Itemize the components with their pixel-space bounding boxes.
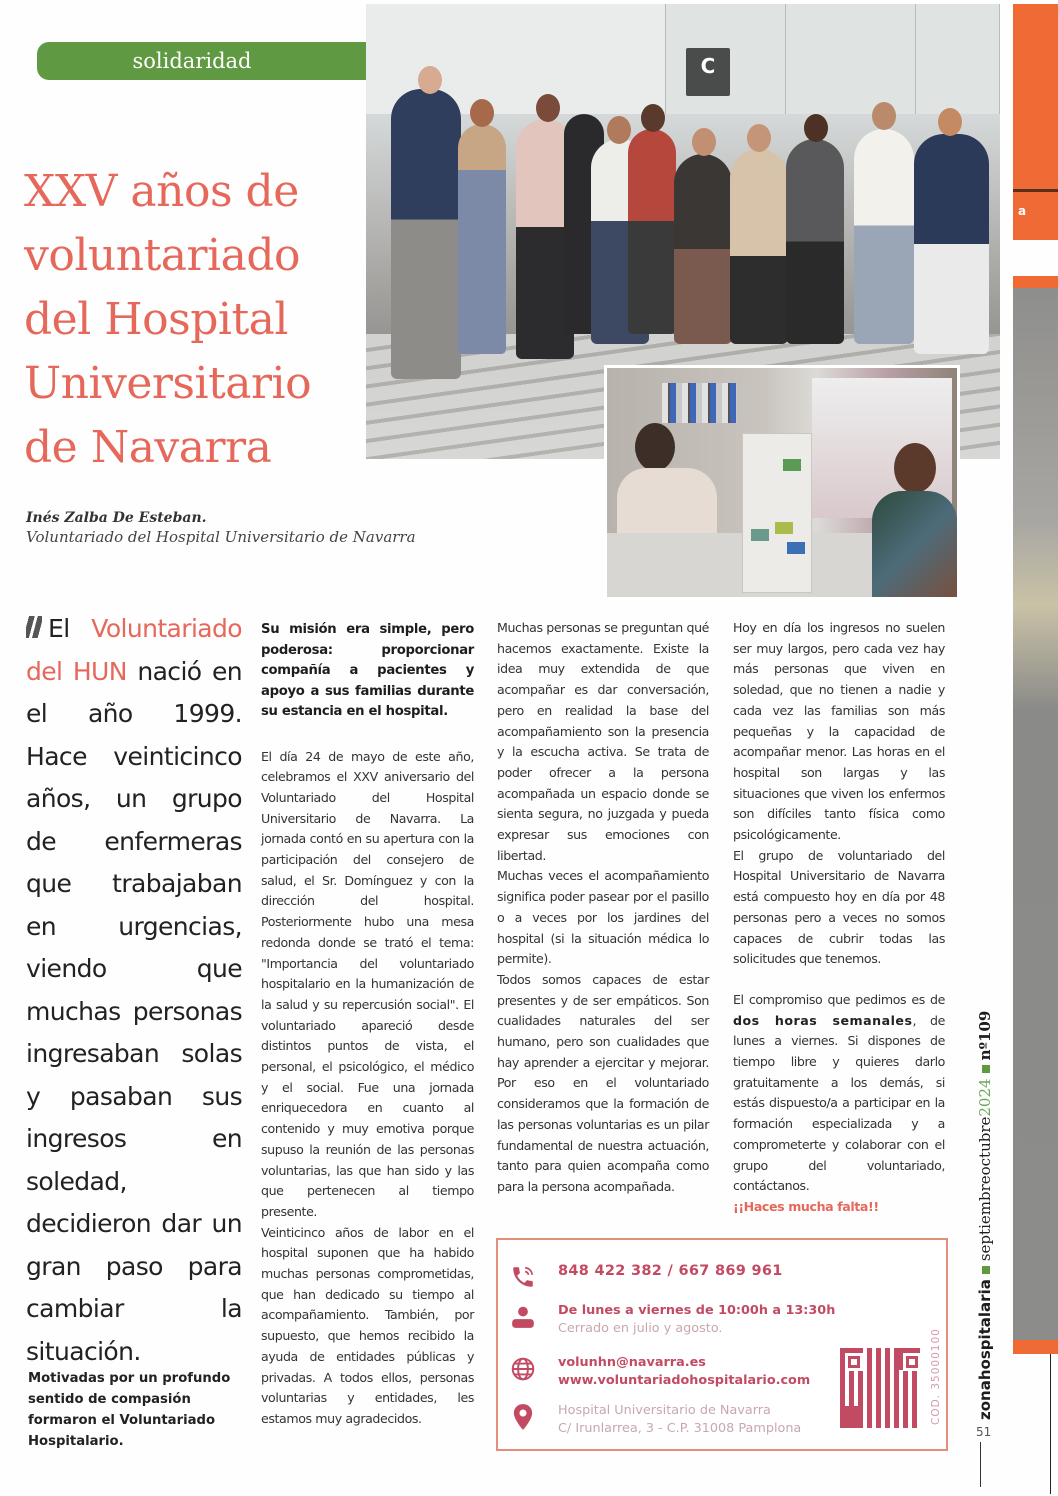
person-head	[938, 108, 962, 136]
person-head	[747, 124, 771, 152]
volunteer-right	[872, 443, 957, 600]
person	[730, 149, 788, 344]
commitment-hours: dos horas semanales	[733, 1012, 913, 1028]
intro-paragraph: Su misión era simple, pero poderosa: proporcionar compañía a pacientes y apoyo a sus familias durante su estancia en el hospital.	[261, 622, 474, 719]
commitment-text: El compromiso que pedimos es de	[733, 991, 945, 1007]
square-bullet-icon	[982, 1266, 990, 1274]
globe-icon	[508, 1354, 538, 1384]
article-title	[24, 160, 369, 480]
contact-email[interactable]: volunhn@navarra.es	[558, 1355, 706, 1370]
wayfinding-sign: C	[686, 48, 730, 96]
person-head	[470, 99, 494, 127]
body-paragraph: Hoy en día los ingresos no suelen ser muy largos, pero cada vez hay más personas que viven en soledad, que no tienen a nadie y cada vez las familias son más pequeñas y la capacidad de acompañar menor. Las horas en el hospital son largas y las situaciones que viven los enfermos son difíciles tanto física como psicológicamente.	[733, 620, 945, 843]
pullquote: Motivadas por un profundo sentido de compasión formaron el Voluntariado Hospitalario.	[28, 1371, 231, 1449]
margin-strip	[1013, 288, 1058, 1344]
office-photo	[604, 365, 960, 600]
commitment-text-end: , de lunes a viernes. Si dispones de tiempo libre y quieres darlo gratuitamente a los demás, si estás dispuesto/a a participar en la formación especializada y a comprometerte y colaborar con el grupo del voluntariado, contáctanos.	[733, 1012, 946, 1194]
body-column-3	[497, 618, 709, 1198]
magazine-name: zonahospitalaria	[976, 1279, 994, 1420]
phone-icon	[508, 1262, 538, 1292]
margin-tab-letter: a	[1018, 204, 1027, 218]
body-paragraph: Todos somos capaces de estar presentes y de ser empáticos. Son cualidades naturales del ser humano, pero son cualidades que hay aprender a ejercitar y mejorar. Por eso en el voluntariado consideramos que la formación de las personas voluntarias es un pilar fundamental de nuestra actuación, tanto para quien acompaña como para la persona acompañada.	[497, 971, 709, 1194]
volunteer-left	[617, 423, 717, 543]
margin-strip	[1013, 276, 1058, 288]
body-paragraph: Veinticinco años de labor en el hospital suponen que ha habido muchas personas comprometidas, que han dedicado su tiempo al acompañamiento. También, por supuesto, que hemos recibido la ayuda de entidades públicas y privadas. A todos ellos, personas voluntarias y entidades, les estamos muy agradecidos.	[261, 1224, 474, 1426]
lead-prefix: El	[48, 614, 70, 643]
lead-accent: Voluntariado del HUN	[26, 614, 242, 686]
person-head	[641, 104, 665, 132]
lead-paragraph	[26, 608, 242, 1373]
contact-box	[496, 1238, 948, 1451]
title-line: XXV años de	[24, 166, 299, 217]
quote-mark-icon	[26, 616, 42, 638]
wall-panel	[916, 4, 1000, 114]
title-line: de Navarra	[24, 422, 272, 473]
contact-website[interactable]: www.voluntariadohospitalario.com	[558, 1373, 811, 1388]
margin-rule	[1050, 1354, 1051, 1494]
body-column-2	[261, 620, 474, 1430]
person	[674, 154, 732, 344]
person-icon	[508, 1302, 538, 1332]
contact-hours: De lunes a viernes de 10:00h a 13:30h	[558, 1303, 836, 1318]
person	[628, 129, 676, 334]
contact-web-row	[498, 1354, 810, 1390]
title-line: Universitario	[24, 358, 312, 409]
bookshelf	[662, 383, 737, 423]
title-line: voluntariado	[24, 230, 301, 281]
person	[786, 139, 844, 344]
qr-code-label: COD. 35000100	[930, 1328, 942, 1425]
person-head	[872, 102, 896, 130]
person	[391, 89, 461, 379]
contact-address-row	[498, 1402, 801, 1438]
person-head	[418, 66, 442, 94]
wall-panel	[786, 4, 916, 114]
body-paragraph: Muchas veces el acompañamiento significa poder pasear por el pasillo o a veces por los jardines del hospital (si la situación médica lo permite).	[497, 868, 709, 967]
body-column-4	[733, 618, 945, 1218]
square-bullet-icon	[982, 1065, 990, 1073]
person	[458, 124, 506, 354]
body-paragraph: El día 24 de mayo de este año, celebramos el XXV aniversario del Voluntariado del Hospital Universitario de Navarra. La jornada contó en su apertura con la participación del consejero de salud, el Sr. Domínguez y con la dirección del hospital. Posteriormente hubo una mesa redonda donde se trató el tema: "Importancia del voluntariado hospitalario en la humanización de la salud y su repercusión social". El voluntariado apareció desde distintos puntos de vista, el personal, el psicológico, el médico y el social. Fue una jornada enriquecedora en cuanto al contenido y muy emotiva porque supuso la reunión de las personas voluntarias, las que han sido y las que pertenecen al tiempo presente.	[261, 748, 474, 1219]
person-head	[607, 116, 631, 144]
lead-text: nació en el año 1999. Hace veinticinco años, un grupo de enfermeras que trabajaban en urgencias, viendo que muchas personas ingresaban solas y pasaban sus ingresos en soledad, decidieron dar un gran paso para cambiar la situación.	[26, 656, 242, 1366]
brochure	[742, 433, 812, 593]
page-number: 51	[976, 1425, 992, 1439]
title-line: del Hospital	[24, 294, 288, 345]
person-head	[536, 94, 560, 122]
body-paragraph: El grupo de voluntariado del Hospital Universitario de Navarra está compuesto hoy en día por 48 personas pero a veces no somos capaces de cubrir todas las solicitudes que tenemos.	[733, 847, 945, 967]
person-head	[804, 114, 828, 142]
margin-strip	[1013, 1340, 1058, 1354]
margin-tab	[1013, 192, 1058, 240]
contact-phone-row	[498, 1262, 783, 1292]
author-name: Inés Zalba De Esteban.	[26, 510, 207, 526]
section-tab	[37, 42, 377, 80]
call-to-action: ¡¡Haces mucha falta!!	[733, 1198, 879, 1214]
location-pin-icon	[508, 1402, 538, 1432]
person	[854, 129, 914, 344]
contact-phone[interactable]: 848 422 382 / 667 869 961	[558, 1263, 783, 1279]
paragraph-gap	[733, 970, 945, 990]
body-paragraph	[733, 990, 945, 1197]
byline	[26, 510, 416, 546]
issue-year: 2024	[976, 1078, 994, 1117]
margin-strip	[1013, 4, 1058, 189]
body-paragraph: Muchas personas se preguntan qué hacemos exactamente. Existe la idea muy extendida de que acompañar es dar conversación, pero en realidad la base del acompañamiento son la presencia y la escucha activa. Se trata de poder ofrecer a la persona acompañada un espacio donde se sienta segura, no juzgada y pueda expresar sus emociones con libertad.	[497, 620, 709, 863]
section-label: solidaridad	[132, 49, 252, 73]
contact-address-line1: Hospital Universitario de Navarra	[558, 1403, 771, 1418]
qr-code[interactable]	[840, 1348, 920, 1428]
issue-months: septiembreoctubre	[976, 1116, 994, 1262]
contact-hours-row	[498, 1302, 835, 1338]
page-rule	[980, 1442, 981, 1487]
contact-address-line2: C/ Irunlarrea, 3 - C.P. 31008 Pamplona	[558, 1421, 802, 1436]
author-role: Voluntariado del Hospital Universitario de Navarra	[26, 528, 416, 546]
issue-number: nº109	[976, 1010, 994, 1061]
person	[914, 134, 989, 354]
contact-closed: Cerrado en julio y agosto.	[558, 1321, 723, 1336]
folio	[976, 1011, 994, 1420]
person-head	[692, 128, 716, 156]
